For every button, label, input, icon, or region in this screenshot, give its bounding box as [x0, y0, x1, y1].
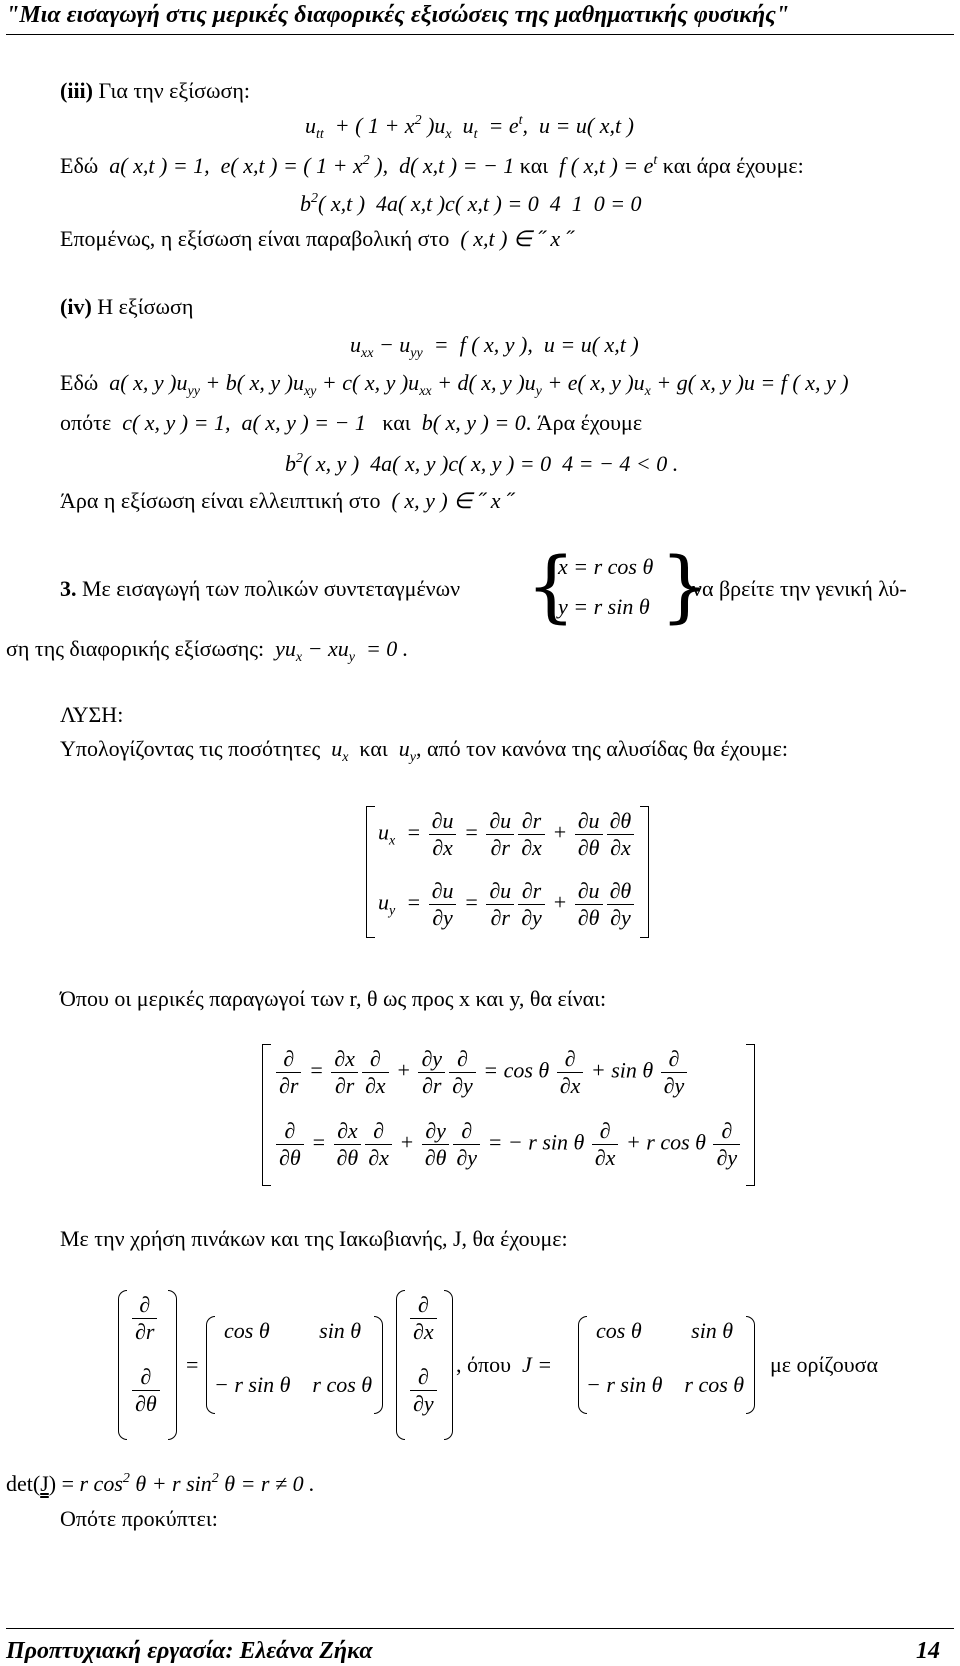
polar-x: x = r cos θ: [558, 554, 654, 579]
iii-conclusion: Επομένως, η εξίσωση είναι παραβολική στο ( x,t ) ∈ ˝ x ˝: [60, 226, 574, 251]
jacobian-row1: cos θ sin θ: [596, 1318, 734, 1343]
iv-general-form: Εδώ a( x, y )$u_{yy} + b$( x, y )$u_{xy} + c$( x, y )$u_{xx} + d$( x, y )$u_y + e$( x, y )$u_x + g$( x, y )u = f ( x, y ): [60, 370, 849, 399]
matrix-row1: cos θ sin θ: [224, 1318, 362, 1343]
solution-line2: Όπου οι μερικές παραγωγοί των r, θ ως προς x και y, θα είναι:: [60, 986, 607, 1011]
jacobian-where: , όπου J =: [456, 1352, 553, 1377]
footer-rule: [6, 1628, 954, 1629]
system-bracket-left: [366, 806, 375, 938]
determinant-line: det(J) = r $\cos^2 \theta + r$ $\sin^2 \theta = r \ne 0$ .: [6, 1471, 315, 1496]
vec-d-dy: $\frac{\partial}{\partial y}$: [408, 1366, 439, 1415]
equals-sign: =: [186, 1352, 199, 1377]
iii-coefficients: Εδώ a( x,t ) = 1, e( x,t ) = ( $1 + x^2$ ), d( x,t ) = − 1 και f ( x,t ) = $e^t$ και άρα έχουμε:: [60, 153, 804, 178]
vec-d-dx: $\frac{\partial}{\partial x}$: [408, 1294, 439, 1343]
iii-discriminant: $b^2$( x,t ) 4a( x,t )c( x,t ) = 0 4 1 0 = 0: [300, 191, 642, 216]
polar-y: y = r sin θ: [558, 594, 650, 619]
vec-d-polar-right: [168, 1290, 177, 1440]
vec-d-dtheta: $\frac{\partial}{\partial\theta}$: [130, 1366, 162, 1415]
vec-d-cart-right: [444, 1290, 453, 1440]
matrix-right: [374, 1316, 383, 1414]
jacobian-right: [746, 1316, 755, 1414]
jacobian-row2: − r sin θ r cos θ: [586, 1372, 745, 1397]
part-iii-intro: (iii) Για την εξίσωση:: [60, 78, 250, 103]
problem3-text-b: να βρείτε την γενική λύ-: [692, 576, 907, 601]
matrix-row2: − r sin θ r cos θ: [214, 1372, 373, 1397]
iv-discriminant: $b^2$( x, y ) 4a( x, y )c( x, y ) = 0 4 = − 4 < 0 .: [285, 451, 679, 476]
chain-rule-ux: $u_x$ = $\frac{\partial u}{\partial x}$ = $\frac{\partial u}{\partial r}$ $\frac{\partial r}{\partial x}$ + $\frac{\partial u}{\partial\theta}$ $\frac{\partial\theta}{\partial x}$: [378, 810, 636, 859]
part-iv-intro: (iv) Η εξίσωση: [60, 294, 194, 319]
ops-bracket-right: [746, 1044, 755, 1186]
with-determinant: με ορίζουσα: [770, 1352, 879, 1377]
header-rule: [6, 34, 954, 35]
problem3-text-c: ση της διαφορικής εξίσωσης: $yu_x - xu_y = 0$ .: [6, 636, 409, 665]
solution-line3: Με την χρήση πινάκων και της Ιακωβιανής, J, θα έχουμε:: [60, 1226, 568, 1251]
right-brace: }: [660, 542, 710, 632]
problem3-text-a: 3. Με εισαγωγή των πολικών συντεταγμένων: [60, 576, 461, 601]
footer-text: Προπτυχιακή εργασία: Ελεάνα Ζήκα: [6, 1638, 373, 1664]
operator-d-dtheta: $\frac{\partial}{\partial\theta}$ = $\frac{\partial x}{\partial\theta}$ $\frac{\partial}{\partial x}$ + $\frac{\partial y}{\partial\theta}$ $\frac{\partial}{\partial y}$ = − r sin θ $\frac{\partial}{\partial x}$ + r cos θ $\frac{\partial}{\partial y}$: [274, 1120, 742, 1169]
jacobian-left: [578, 1316, 587, 1414]
eq-iii: $u_{tt}$ + ( $1 + x^2$ )$u_x$ $u_t = e^t$, u = u( x,t ): [305, 113, 634, 142]
vec-d-polar-left: [118, 1290, 127, 1440]
left-brace: {: [526, 542, 576, 632]
page-header: "Μια εισαγωγή στις μερικές διαφορικές εξισώσεις της μαθηματικής φυσικής": [6, 2, 790, 28]
matrix-left: [206, 1316, 215, 1414]
page-number: 14: [916, 1638, 940, 1664]
iv-conclusion: Άρα η εξίσωση είναι ελλειπτική στο ( x, y ) ∈ ˝ x ˝: [60, 488, 514, 513]
solution-line4: Οπότε προκύπτει:: [60, 1506, 218, 1531]
iv-coefficients: οπότε c( x, y ) = 1, a( x, y ) = − 1 και b( x, y ) = 0. Άρα έχουμε: [60, 410, 643, 435]
system-bracket-right: [640, 806, 649, 938]
eq-iv: $u_{xx} - u_{yy} = f$ ( x, y ), u = u( x,t ): [350, 332, 639, 361]
vec-d-cart-left: [396, 1290, 405, 1440]
vec-d-dr: $\frac{\partial}{\partial r}$: [130, 1294, 159, 1343]
ops-bracket-left: [262, 1044, 271, 1186]
solution-line1: Υπολογίζοντας τις ποσότητες $u_x$ και $u_y$, από τον κανόνα της αλυσίδας θα έχουμε:: [60, 736, 788, 765]
chain-rule-uy: $u_y$ = $\frac{\partial u}{\partial y}$ = $\frac{\partial u}{\partial r}$ $\frac{\partial r}{\partial y}$ + $\frac{\partial u}{\partial\theta}$ $\frac{\partial\theta}{\partial y}$: [378, 880, 636, 929]
operator-d-dr: $\frac{\partial}{\partial r}$ = $\frac{\partial x}{\partial r}$ $\frac{\partial}{\partial x}$ + $\frac{\partial y}{\partial r}$ $\frac{\partial}{\partial y}$ = cos θ $\frac{\partial}{\partial x}$ + sin θ $\frac{\partial}{\partial y}$: [274, 1048, 689, 1097]
solution-heading: ΛΥΣΗ:: [60, 702, 124, 727]
